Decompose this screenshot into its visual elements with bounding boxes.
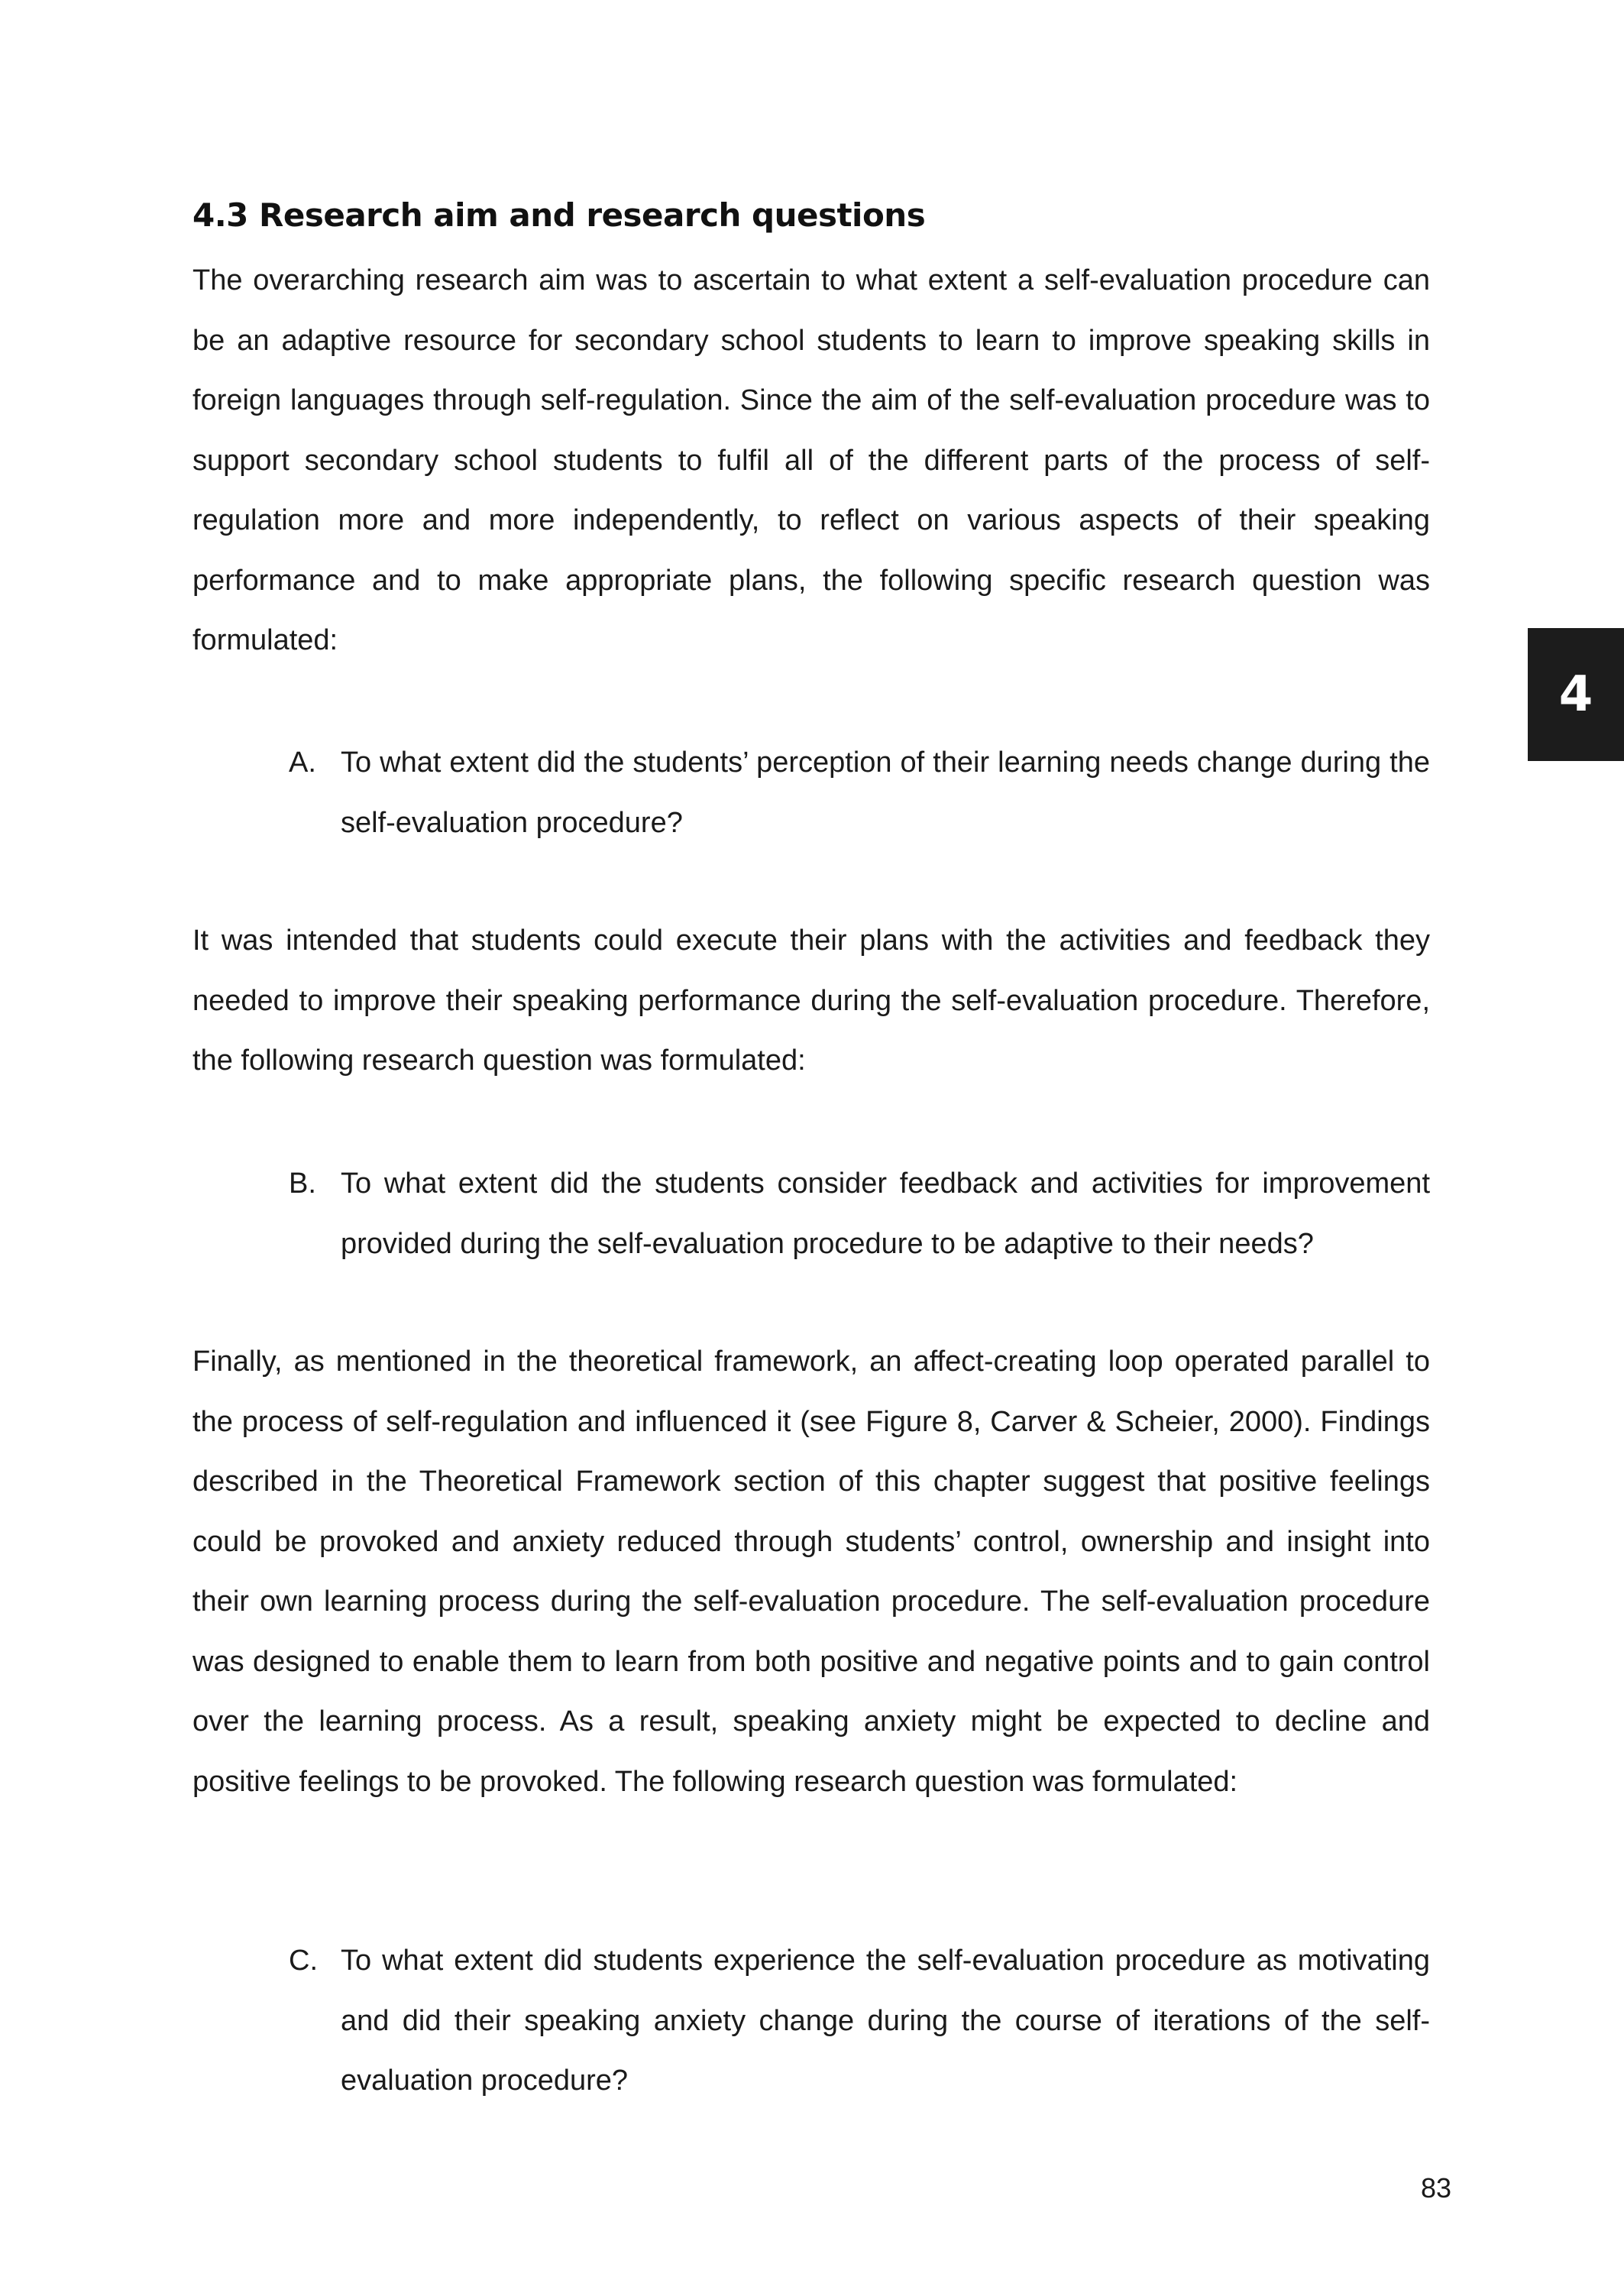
chapter-tab xyxy=(1528,628,1624,761)
research-question-c xyxy=(289,1931,1430,2111)
research-question-a xyxy=(289,733,1430,853)
section-heading: 4.3 Research aim and research questions xyxy=(192,196,926,234)
paragraph-research-aim: The overarching research aim was to ascertain to what extent a self-evaluation procedure can be an adaptive resource for secondary school students to learn to improve speaking skills in foreign languages through self-regulation. Since the aim of the self-evaluation procedure was to support secondary school students to fulfil all of the different parts of the process of self-regulation more and more independently, to reflect on various aspects of their speaking performance and to make appropriate plans, the following specific research question was formulated: xyxy=(192,264,1430,656)
question-letter: A. xyxy=(289,747,316,779)
research-question-b xyxy=(289,1154,1430,1274)
question-letter: B. xyxy=(289,1168,316,1200)
question-text: To what extent did the students consider feedback and activities for improvement provided during the self-evaluation procedure to be adaptive to their needs? xyxy=(341,1168,1430,1260)
chapter-number: 4 xyxy=(1558,666,1593,723)
page-number: 83 xyxy=(1420,2172,1451,2204)
question-letter: C. xyxy=(289,1945,318,1977)
question-text: To what extent did students experience the self-evaluation procedure as motivating and did their speaking anxiety change during the course of iterations of the self-evaluation procedure? xyxy=(341,1945,1430,2097)
paragraph-affect-loop: Finally, as mentioned in the theoretical framework, an affect-creating loop operated parallel to the process of self-regulation and influenced it (see Figure 8, Carver & Scheier, 2000). Findings described in the Theoretical Framework section of this chapter suggest that positive feelings could be provoked and anxiety reduced through students’ control, ownership and insight into their own learning process during the self-evaluation procedure. The self-evaluation procedure was designed to enable them to learn from both positive and negative points and to gain control over the learning process. As a result, speaking anxiety might be expected to decline and positive feelings to be provoked. The following research question was formulated: xyxy=(192,1346,1430,1798)
paragraph-feedback: It was intended that students could execute their plans with the activities and feedback they needed to improve their speaking performance during the self-evaluation procedure. Therefore, the following research question was formulated: xyxy=(192,925,1430,1077)
question-text: To what extent did the students’ perception of their learning needs change during the self-evaluation procedure? xyxy=(341,747,1430,839)
